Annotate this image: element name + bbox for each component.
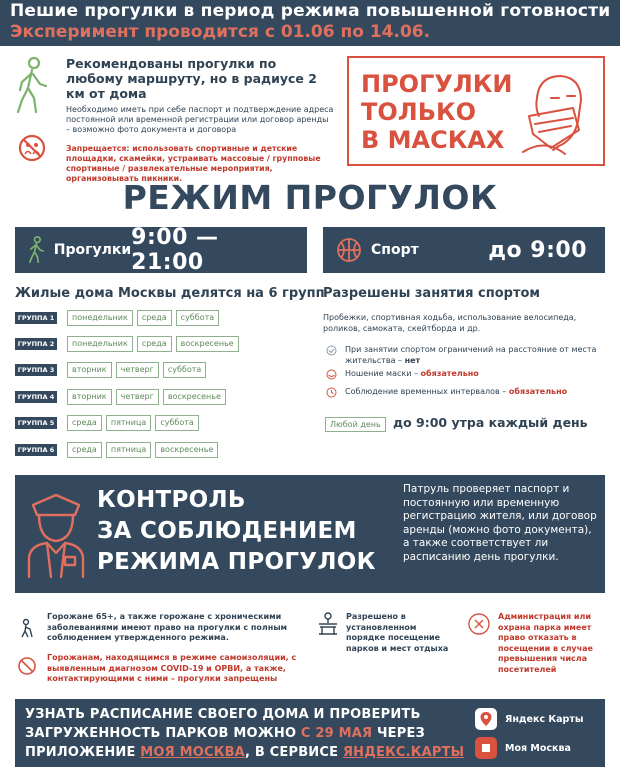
group-name: ГРУППА 2 xyxy=(15,338,57,350)
group-day-tag: четверг xyxy=(116,389,159,405)
footer-text-part: ПРИЛОЖЕНИЕ xyxy=(25,745,141,760)
sport-item-value: обязательно xyxy=(508,387,568,396)
page-title: РЕЖИМ ПРОГУЛОК xyxy=(122,178,498,217)
anyday-tag: Любой день xyxy=(325,417,386,432)
footer-text xyxy=(25,705,464,762)
yandex-maps-link[interactable]: ЯНДЕКС.КАРТЫ xyxy=(342,745,465,760)
group-day-tag: среда xyxy=(137,336,172,352)
mask-line-1: ПРОГУЛКИ xyxy=(361,70,513,98)
control-description: Патруль проверяет паспорт и постоянную или временную регистрацию жителя, или договор аренды (можно фото документа), а также соответствует ли расписанию день прогулки. xyxy=(403,483,597,563)
group-day-tag: суббота xyxy=(155,415,198,431)
group-row xyxy=(15,310,219,326)
group-name: ГРУППА 5 xyxy=(15,417,57,429)
group-row xyxy=(15,362,206,378)
isolation-info: Горожанам, находящимся в режиме самоизоляции, с выявленным диагнозом COVID-19 и ОРВИ, а также, контактирующими с ними – прогулки запрещены xyxy=(47,653,297,683)
walk-label: Прогулки xyxy=(53,242,132,258)
header-banner xyxy=(0,0,620,46)
mask-line-2: ТОЛЬКО xyxy=(361,98,477,126)
group-row xyxy=(15,442,218,458)
control-title-line-3: РЕЖИМА ПРОГУЛОК xyxy=(97,549,376,575)
intro-section xyxy=(14,56,334,184)
admin-info: Администрация или охрана парка имеет право отказать в посещении в случае превышения числа посетителей xyxy=(498,612,593,674)
sport-item-text: Ношение маски – xyxy=(345,369,421,378)
footer-text-part: ЧЕРЕЗ xyxy=(372,726,425,741)
moya-moskva-app[interactable] xyxy=(475,737,571,759)
sport-label: Спорт xyxy=(371,242,419,258)
group-day-tag: среда xyxy=(137,310,172,326)
yandex-maps-logo-icon xyxy=(475,708,497,730)
group-day-tag: среда xyxy=(67,442,102,458)
yandex-maps-app[interactable] xyxy=(475,708,583,730)
control-banner xyxy=(15,475,605,593)
group-day-tag: среда xyxy=(67,415,102,431)
footer-line-2 xyxy=(25,724,464,743)
sport-item-distance xyxy=(323,344,603,366)
walk-time: 9:00 — 21:00 xyxy=(131,225,219,275)
intro-note: Необходимо иметь при себе паспорт и подтверждение адреса постоянной или временной регистрации или договор аренды – возможно фото документа и договора xyxy=(66,105,334,134)
mask-notice xyxy=(347,56,605,166)
group-day-tag: воскресенье xyxy=(176,336,239,352)
group-day-tag: воскресенье xyxy=(155,442,218,458)
group-day-tag: понедельник xyxy=(67,336,133,352)
group-name: ГРУППА 3 xyxy=(15,364,57,376)
masked-face-icon xyxy=(515,68,595,158)
sport-item-mask xyxy=(323,368,603,379)
group-name: ГРУППА 1 xyxy=(15,312,57,324)
sport-sub: Пробежки, спортивная ходьба, использование велосипеда, роликов, самоката, скейтборда и др. xyxy=(323,313,577,333)
mask-line-3: В МАСКАХ xyxy=(361,126,505,154)
moya-moskva-logo-icon xyxy=(475,737,497,759)
group-row xyxy=(15,389,226,405)
sport-item-intervals xyxy=(323,386,603,397)
groups-heading: Жилые дома Москвы делятся на 6 групп xyxy=(15,286,325,301)
group-day-tag: понедельник xyxy=(67,310,133,326)
intro-ban-text: Запрещается: использовать спортивные и детские площадки, скамейки, устраивать массовые / групповые спортивные / развлекательные мероприятия, организовывать пикники. xyxy=(66,144,321,183)
mask-notice-text xyxy=(361,70,513,154)
sport-item-value: нет xyxy=(404,356,421,365)
cross-circle-icon xyxy=(467,612,491,636)
footer-text-part: ЗАГРУЖЕННОСТЬ ПАРКОВ МОЖНО xyxy=(25,726,301,741)
footer-banner xyxy=(15,699,605,767)
sport-heading: Разрешены занятия спортом xyxy=(323,286,541,301)
group-day-tag: вторник xyxy=(67,389,112,405)
anyday-text: до 9:00 утра каждый день xyxy=(393,415,588,430)
group-row xyxy=(15,336,239,352)
sport-item-text: Соблюдение временных интервалов – xyxy=(345,387,509,396)
header-title: Пешие прогулки в период режима повышенной готовности xyxy=(10,1,611,21)
group-day-tag: вторник xyxy=(67,362,112,378)
header-subtitle: Эксперимент проводится с 01.06 по 14.06. xyxy=(10,22,431,42)
group-day-tag: суббота xyxy=(163,362,206,378)
no-walk-icon xyxy=(17,656,37,676)
parks-info: Разрешено в установленном порядке посещение парков и мест отдыха xyxy=(346,612,449,653)
footer-date: С 29 МАЯ xyxy=(300,726,373,741)
walk-hours-bar xyxy=(15,227,307,273)
walking-person-icon xyxy=(27,235,46,265)
group-day-tag: суббота xyxy=(176,310,219,326)
control-title-line-2: ЗА СОБЛЮДЕНИЕМ xyxy=(97,518,357,544)
senior-icon xyxy=(17,618,37,638)
mask-icon xyxy=(326,369,337,380)
clock-icon xyxy=(326,387,337,398)
police-officer-icon xyxy=(25,487,87,579)
walking-person-icon xyxy=(14,56,50,116)
sport-item-text: При занятии спортом ограничений на расстояние от места жительства – xyxy=(345,345,597,365)
basketball-icon xyxy=(335,236,363,264)
sport-time: до 9:00 xyxy=(488,237,587,263)
check-icon xyxy=(326,345,337,356)
group-row xyxy=(15,415,199,431)
group-name: ГРУППА 6 xyxy=(15,444,57,456)
group-day-tag: пятница xyxy=(106,442,151,458)
sport-item-value: обязательно xyxy=(420,369,479,378)
footer-line-3 xyxy=(25,743,464,762)
footer-text-part: , В СЕРВИСЕ xyxy=(244,745,343,760)
intro-headline: Рекомендованы прогулки по любому маршруту, но в радиусе 2 км от дома xyxy=(66,56,317,101)
group-day-tag: четверг xyxy=(116,362,159,378)
seniors-info: Горожане 65+, а также горожане с хроническими заболеваниями имеют право на прогулки с полным соблюдением утвержденного режима. xyxy=(47,612,288,642)
group-day-tag: воскресенье xyxy=(163,389,226,405)
group-name: ГРУППА 4 xyxy=(15,391,57,403)
moya-moskva-link[interactable]: МОЯ МОСКВА xyxy=(140,745,245,760)
group-day-tag: пятница xyxy=(106,415,151,431)
park-bench-icon xyxy=(316,612,340,636)
control-title-line-1: КОНТРОЛЬ xyxy=(97,487,246,513)
sport-hours-bar xyxy=(323,227,605,273)
no-gathering-icon xyxy=(18,134,46,162)
yandex-maps-label: Яндекс Карты xyxy=(505,713,584,725)
footer-line-1: УЗНАТЬ РАСПИСАНИЕ СВОЕГО ДОМА И ПРОВЕРИТЬ xyxy=(25,707,421,722)
moya-moskva-label: Моя Москва xyxy=(505,742,571,754)
control-title xyxy=(97,485,376,578)
